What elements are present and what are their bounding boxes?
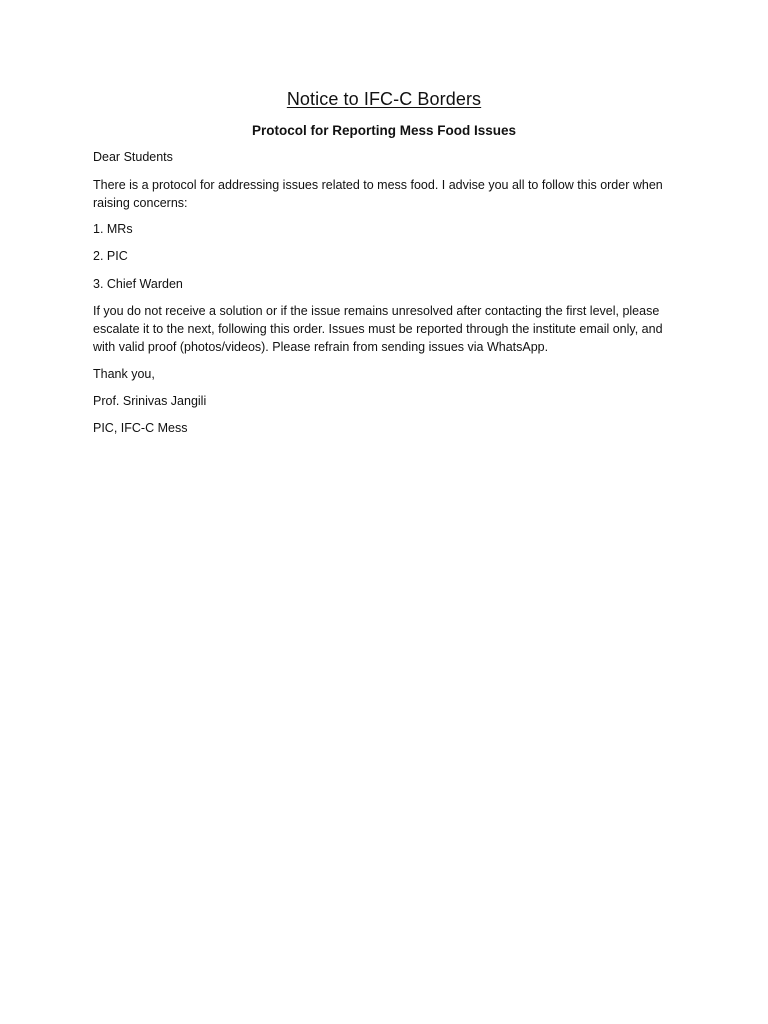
notice-title: Notice to IFC-C Borders	[286, 89, 482, 109]
escalation-paragraph: If you do not receive a solution or if the issue remains unresolved after contacting the first level, please escalate it to the next, following this order. Issues must be reported through the institute email only, and with valid proof (photos/videos). Please refrain from sending issues via WhatsApp.	[93, 304, 663, 354]
intro-paragraph: There is a protocol for addressing issues related to mess food. I advise you all to follow this order when raising concerns:	[93, 178, 663, 210]
order-item-chief-warden: 3. Chief Warden	[93, 277, 183, 291]
notice-subtitle: Protocol for Reporting Mess Food Issues	[251, 123, 517, 138]
order-item-mrs: 1. MRs	[93, 222, 133, 236]
order-item-pic: 2. PIC	[93, 249, 128, 263]
greeting-text: Dear Students	[93, 150, 173, 164]
signatory-role: PIC, IFC-C Mess	[93, 421, 188, 435]
signatory-name: Prof. Srinivas Jangili	[93, 394, 207, 408]
closing-text: Thank you,	[93, 367, 155, 381]
